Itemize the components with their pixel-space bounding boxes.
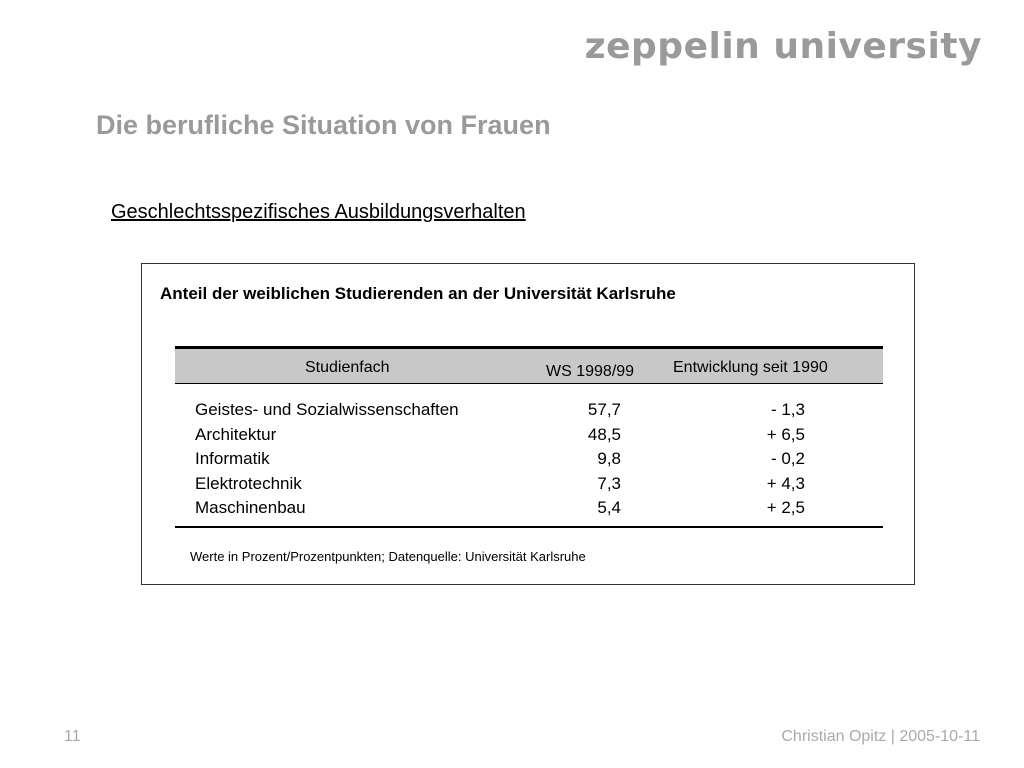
cell-share: 57,7 xyxy=(587,400,621,419)
cell-change: + 4,3 xyxy=(766,473,805,493)
table-header xyxy=(175,346,883,384)
table-box xyxy=(141,263,915,585)
cell-subject: Elektrotechnik xyxy=(195,473,302,493)
table-row xyxy=(175,425,883,450)
cell-share: 7,3 xyxy=(597,473,621,493)
page-title: Die berufliche Situation von Frauen xyxy=(96,110,551,140)
cell-subject: Geistes- und Sozialwissenschaften xyxy=(195,400,459,419)
cell-subject: Informatik xyxy=(195,449,270,468)
cell-change: - 0,2 xyxy=(770,449,805,468)
cell-share: 48,5 xyxy=(587,424,621,444)
cell-change: + 2,5 xyxy=(766,498,805,517)
table-row xyxy=(175,449,883,474)
cell-change: - 1,3 xyxy=(770,400,805,419)
table-title: Anteil der weiblichen Studierenden an der Universität Karlsruhe xyxy=(160,284,676,303)
source-note: Werte in Prozent/Prozentpunkten; Datenquelle: Universität Karlsruhe xyxy=(190,549,586,564)
brand-logo-text: zeppelin university xyxy=(584,26,982,67)
footer-author-date: Christian Opitz | 2005-10-11 xyxy=(781,728,980,745)
header-entwicklung: Entwicklung seit 1990 xyxy=(673,359,828,376)
cell-change: + 6,5 xyxy=(766,424,805,444)
cell-subject: Architektur xyxy=(195,424,277,444)
page-number: 11 xyxy=(64,728,81,745)
cell-share: 5,4 xyxy=(597,498,621,517)
table-row xyxy=(175,498,883,523)
table-body xyxy=(175,400,883,523)
table-row xyxy=(175,474,883,499)
header-ws-1998: WS 1998/99 xyxy=(546,363,635,380)
header-studienfach: Studienfach xyxy=(305,359,390,376)
table-row xyxy=(175,400,883,425)
cell-share: 9,8 xyxy=(597,449,621,468)
table-bottom-rule xyxy=(175,526,883,528)
cell-subject: Maschinenbau xyxy=(195,498,306,517)
section-subtitle: Geschlechtsspezifisches Ausbildungsverhalten xyxy=(111,201,526,223)
